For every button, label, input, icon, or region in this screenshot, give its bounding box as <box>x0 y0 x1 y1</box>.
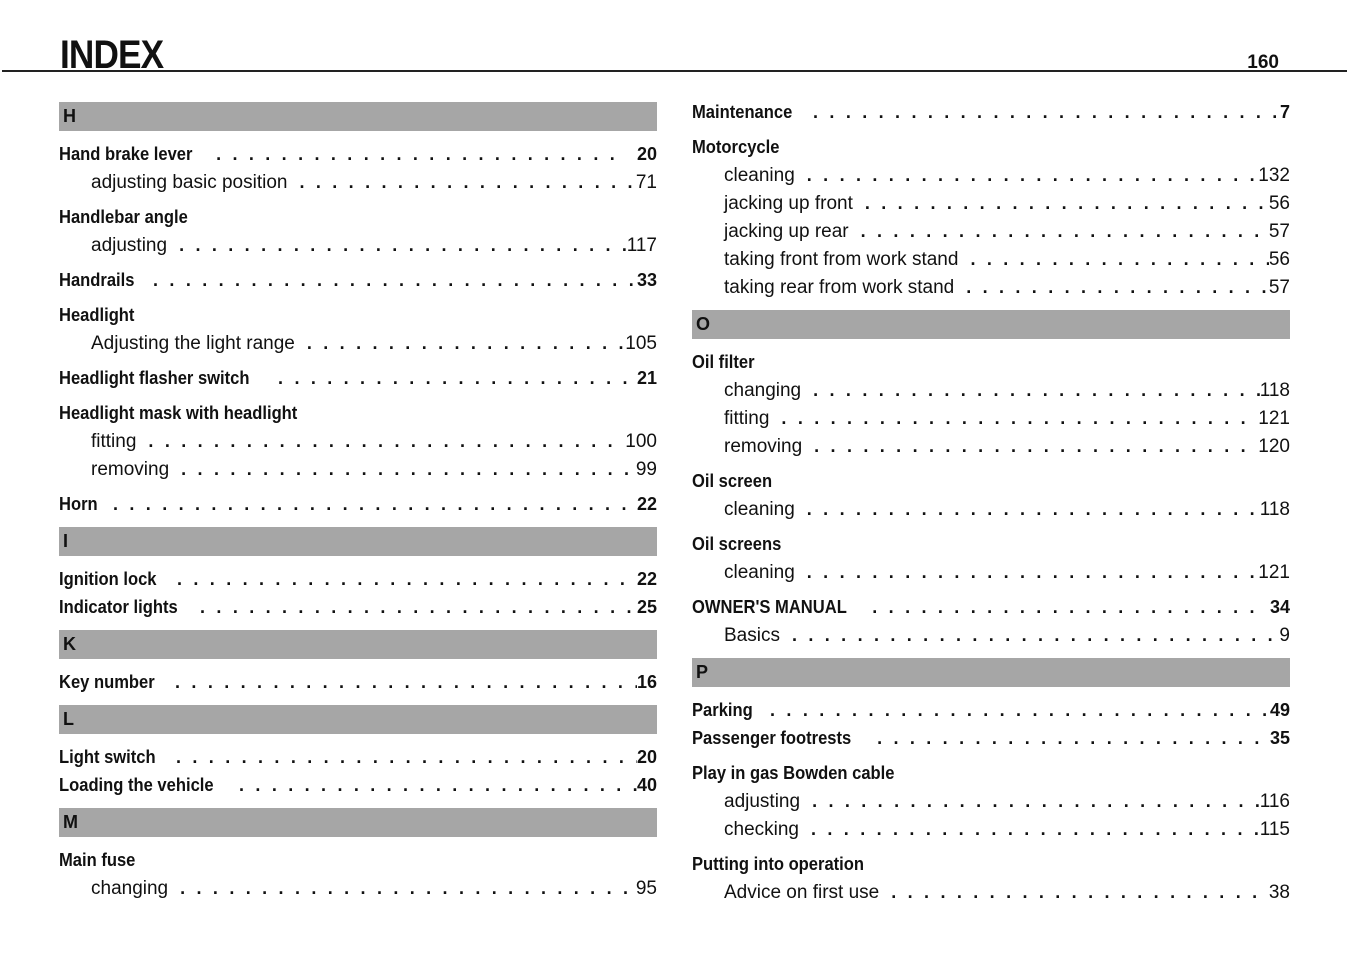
entry-term: Motorcycle <box>692 137 780 157</box>
entry-page: 57 <box>1268 221 1290 242</box>
dot-leader <box>781 404 1258 432</box>
index-column-left <box>59 102 657 909</box>
entry-term: Light switch <box>59 747 156 767</box>
dot-leader <box>179 231 627 259</box>
entry-term: adjusting <box>91 235 168 256</box>
index-group <box>692 98 1290 126</box>
entry-page: 56 <box>1268 193 1290 214</box>
index-entry <box>692 593 1290 621</box>
entry-term: Headlight <box>59 305 135 325</box>
dot-leader <box>180 874 636 902</box>
entry-page: 121 <box>1258 562 1290 583</box>
dot-leader <box>175 668 637 696</box>
index-group <box>59 399 657 483</box>
entry-page: 21 <box>636 368 657 388</box>
entry-term: Handlebar angle <box>59 207 188 227</box>
index-group <box>692 467 1290 523</box>
index-group <box>692 133 1290 301</box>
index-group <box>692 593 1290 649</box>
entry-term: cleaning <box>724 499 795 520</box>
index-entry <box>692 98 1290 126</box>
entry-page: 33 <box>636 270 657 290</box>
dot-leader <box>216 140 627 168</box>
entry-term: cleaning <box>724 165 795 186</box>
index-group <box>59 565 657 593</box>
index-entry <box>692 530 1290 558</box>
entry-term: Handrails <box>59 270 135 290</box>
index-entry <box>59 771 657 799</box>
entry-page: 40 <box>636 775 657 795</box>
index-group <box>59 364 657 392</box>
entry-page: 20 <box>636 144 657 164</box>
entry-term: Oil screen <box>692 471 773 491</box>
entry-term: taking rear from work stand <box>724 277 955 298</box>
entry-term: Parking <box>692 700 753 720</box>
dot-leader <box>239 771 637 799</box>
index-subentry <box>692 787 1290 815</box>
index-subentry <box>692 621 1290 649</box>
entry-page: 118 <box>1259 380 1290 401</box>
entry-page: 56 <box>1268 249 1290 270</box>
entry-term: adjusting <box>724 791 801 812</box>
entry-term: Maintenance <box>692 102 793 122</box>
entry-term: OWNER'S MANUAL <box>692 597 847 617</box>
entry-term: Hand brake lever <box>59 144 193 164</box>
entry-term: Indicator lights <box>59 597 178 617</box>
entry-term: Adjusting the light range <box>91 333 295 354</box>
entry-term: Play in gas Bowden cable <box>692 763 895 783</box>
entry-term: jacking up rear <box>724 221 849 242</box>
index-subentry <box>692 404 1290 432</box>
index-entry <box>59 565 657 593</box>
entry-term: Key number <box>59 672 155 692</box>
entry-term: fitting <box>91 431 137 452</box>
entry-page: 16 <box>636 672 657 692</box>
index-subentry <box>59 231 657 259</box>
dot-leader <box>278 364 637 392</box>
dot-leader <box>807 495 1260 523</box>
dot-leader <box>891 878 1269 906</box>
index-group <box>692 530 1290 586</box>
index-group <box>59 266 657 294</box>
index-subentry <box>59 455 657 483</box>
index-subentry <box>692 245 1290 273</box>
entry-term: Headlight flasher switch <box>59 368 250 388</box>
index-subentry <box>59 874 657 902</box>
index-entry <box>692 850 1290 878</box>
index-group <box>59 743 657 771</box>
dot-leader <box>966 273 1269 301</box>
entry-page: 117 <box>626 235 657 256</box>
entry-term: Oil screens <box>692 534 782 554</box>
dot-leader <box>811 815 1260 843</box>
entry-term: Advice on first use <box>724 882 880 903</box>
entry-page: 35 <box>1269 728 1290 748</box>
entry-term: cleaning <box>724 562 795 583</box>
dot-leader <box>970 245 1268 273</box>
entry-page: 22 <box>636 494 657 514</box>
entry-term: Main fuse <box>59 850 136 870</box>
entry-term: checking <box>724 819 799 840</box>
index-subentry <box>59 329 657 357</box>
dot-leader <box>177 565 637 593</box>
index-entry <box>692 724 1290 752</box>
entry-page: 25 <box>636 597 657 617</box>
index-entry <box>59 364 657 392</box>
entry-page: 9 <box>1279 625 1290 646</box>
index-subentry <box>692 161 1290 189</box>
entry-page: 99 <box>635 459 657 480</box>
index-entry <box>59 593 657 621</box>
index-entry <box>692 696 1290 724</box>
index-group <box>59 203 657 259</box>
index-entry <box>692 348 1290 376</box>
entry-term: Ignition lock <box>59 569 157 589</box>
entry-page: 100 <box>625 431 657 452</box>
entry-page: 20 <box>636 747 657 767</box>
entry-page: 7 <box>1279 102 1290 122</box>
index-subentry <box>692 558 1290 586</box>
entry-term: Oil filter <box>692 352 755 372</box>
index-subentry <box>692 815 1290 843</box>
entry-term: taking front from work stand <box>724 249 959 270</box>
index-entry <box>59 399 657 427</box>
dot-leader <box>807 161 1259 189</box>
entry-term: adjusting basic position <box>91 172 288 193</box>
entry-term: removing <box>724 436 803 457</box>
section-header: H <box>59 102 657 131</box>
dot-leader <box>872 593 1260 621</box>
entry-page: 105 <box>625 333 657 354</box>
index-group <box>59 668 657 696</box>
index-subentry <box>692 217 1290 245</box>
index-subentry <box>692 495 1290 523</box>
index-entry <box>59 266 657 294</box>
index-group <box>59 140 657 196</box>
entry-page: 71 <box>635 172 657 193</box>
dot-leader <box>813 376 1260 404</box>
entry-page: 118 <box>1259 499 1290 520</box>
index-group <box>692 759 1290 843</box>
index-group <box>692 850 1290 906</box>
index-subentry <box>59 168 657 196</box>
entry-term: Putting into operation <box>692 854 865 874</box>
entry-page: 120 <box>1258 436 1290 457</box>
entry-term: changing <box>724 380 802 401</box>
index-entry <box>59 140 657 168</box>
entry-page: 115 <box>1259 819 1290 840</box>
dot-leader <box>861 217 1269 245</box>
index-entry <box>59 668 657 696</box>
dot-leader <box>814 432 1258 460</box>
entry-term: changing <box>91 878 169 899</box>
entry-page: 22 <box>636 569 657 589</box>
entry-page: 121 <box>1258 408 1290 429</box>
dot-leader <box>813 98 1280 126</box>
index-entry <box>692 759 1290 787</box>
dot-leader <box>181 455 636 483</box>
dot-leader <box>153 266 637 294</box>
section-header: M <box>59 808 657 837</box>
entry-term: removing <box>91 459 170 480</box>
index-entry <box>59 743 657 771</box>
section-header: I <box>59 527 657 556</box>
index-group <box>59 301 657 357</box>
index-group <box>692 348 1290 460</box>
entry-page: 38 <box>1268 882 1290 903</box>
index-group <box>59 593 657 621</box>
index-group <box>59 846 657 902</box>
dot-leader <box>200 593 637 621</box>
index-entry <box>59 203 657 231</box>
index-subentry <box>692 376 1290 404</box>
entry-term: Loading the vehicle <box>59 775 214 795</box>
page-number: 160 <box>1247 52 1279 73</box>
entry-page: 34 <box>1269 597 1290 617</box>
dot-leader <box>307 329 625 357</box>
entry-term: Horn <box>59 494 98 514</box>
entry-page: 57 <box>1268 277 1290 298</box>
index-entry <box>59 846 657 874</box>
dot-leader <box>812 787 1260 815</box>
dot-leader <box>807 558 1259 586</box>
entry-term: jacking up front <box>724 193 853 214</box>
header-rule <box>2 70 1347 72</box>
dot-leader <box>113 490 637 518</box>
index-subentry <box>692 273 1290 301</box>
entry-page: 49 <box>1269 700 1290 720</box>
entry-term: Passenger footrests <box>692 728 852 748</box>
dot-leader <box>299 168 635 196</box>
entry-term: Headlight mask with headlight <box>59 403 298 423</box>
index-group <box>59 490 657 518</box>
dot-leader <box>148 427 625 455</box>
index-group <box>59 771 657 799</box>
index-subentry <box>59 427 657 455</box>
page-title: INDEX <box>60 33 164 77</box>
section-header: O <box>692 310 1290 339</box>
index-entry <box>692 133 1290 161</box>
dot-leader <box>865 189 1269 217</box>
index-subentry <box>692 878 1290 906</box>
dot-leader <box>877 724 1270 752</box>
index-group <box>692 696 1290 724</box>
index-column-right <box>692 98 1290 913</box>
section-header: P <box>692 658 1290 687</box>
entry-term: Basics <box>724 625 780 646</box>
dot-leader <box>770 696 1270 724</box>
index-subentry <box>692 432 1290 460</box>
index-group <box>692 724 1290 752</box>
section-header: K <box>59 630 657 659</box>
entry-page: 95 <box>635 878 657 899</box>
entry-page: 116 <box>1259 791 1290 812</box>
entry-page: 132 <box>1258 165 1290 186</box>
section-header: L <box>59 705 657 734</box>
index-entry <box>59 490 657 518</box>
dot-leader <box>176 743 637 771</box>
entry-term: fitting <box>724 408 770 429</box>
index-entry <box>59 301 657 329</box>
index-subentry <box>692 189 1290 217</box>
dot-leader <box>792 621 1279 649</box>
index-entry <box>692 467 1290 495</box>
